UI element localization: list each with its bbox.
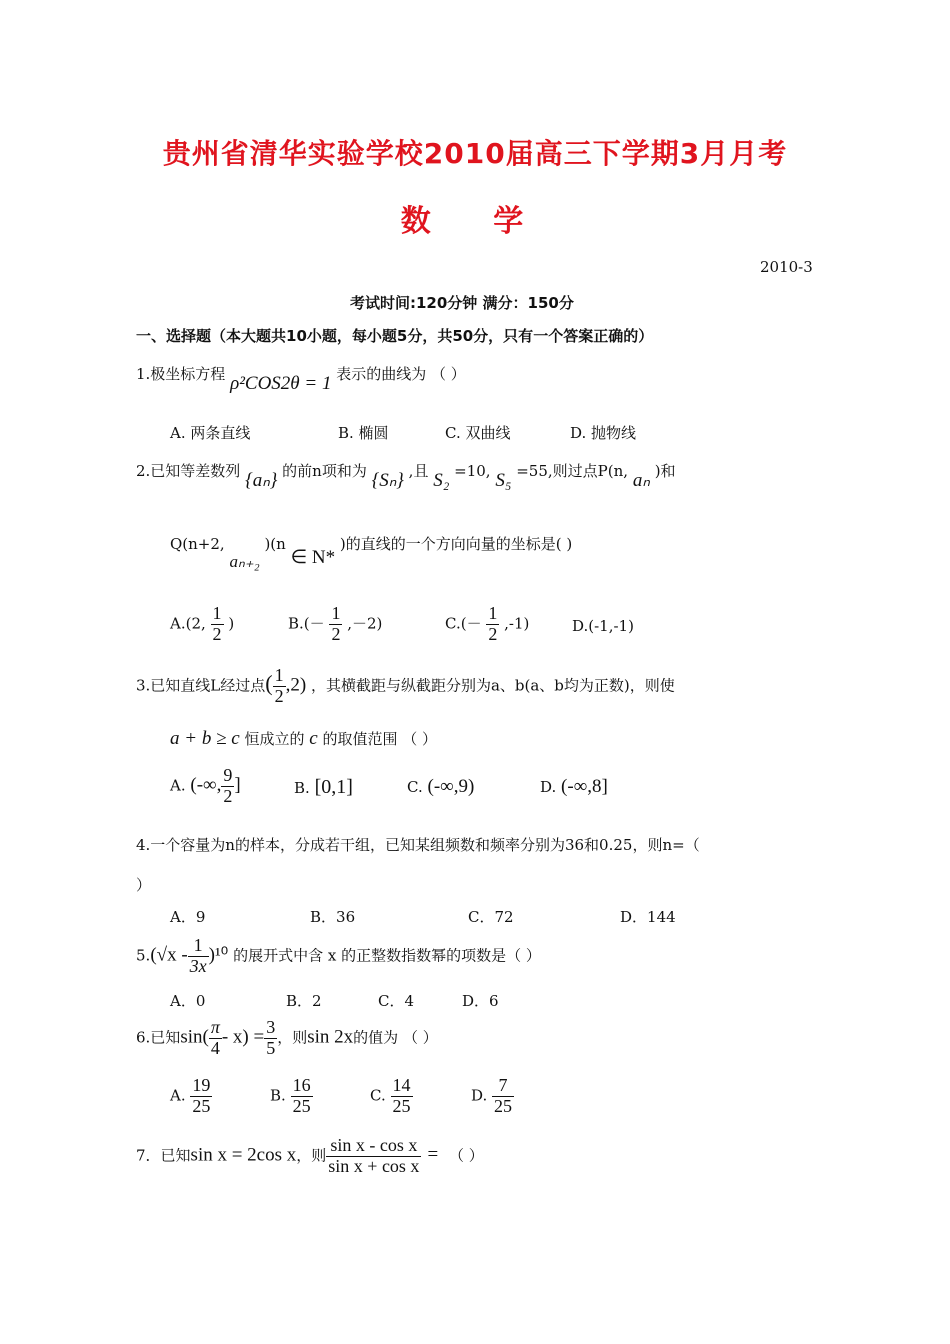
q7-condition: sin x = 2cos x [190,1144,297,1166]
frac-den: 2 [274,685,284,706]
q6-option-a [170,1076,212,1117]
frac-den: 3x [189,955,207,976]
document-title: 贵州省清华实验学校2010届高三下学期3月月考 [162,137,788,170]
q6-opt-a-label: A. [170,1086,186,1105]
q4-option-c: C．72 [468,908,514,926]
q2-text-f: )和 [654,462,676,480]
frac-den: 2 [488,623,498,644]
q1-formula: ρ²COS2θ = 1 [230,373,332,394]
frac-den: 25 [392,1095,411,1116]
q1-option-c: C. 双曲线 [445,424,511,442]
frac-num: sin x - cos x [330,1135,418,1155]
frac-num: 3 [266,1017,276,1037]
q3-text-a: 3.已知直线L经过点 [136,676,266,695]
q2-text-b: 的前n项和为 [282,462,367,480]
q7-frac [326,1136,421,1177]
q3-opt-a-label: A. [170,776,186,795]
frac-num: 1 [274,665,284,685]
q6-option-d [471,1076,514,1117]
q7-mid: ，则 [296,1146,327,1165]
q3-c: c [309,728,318,749]
q7-suffix: （ ） [448,1146,484,1165]
question-1 [136,363,466,394]
q2-opt-b-frac [329,604,342,645]
frac-den: 25 [494,1095,513,1116]
frac-num: 19 [192,1075,211,1095]
q2-text-tail: )的直线的一个方向向量的坐标是( ) [339,535,573,553]
q6-sin-a: sin( [180,1026,209,1048]
q4-option-b: B．36 [310,908,356,926]
q5-option-c: C．4 [378,992,415,1010]
q6-opt-d-label: D. [471,1086,488,1105]
frac-den: 5 [266,1037,276,1058]
q2-seq-s: {Sₙ} [371,470,404,491]
frac-num: 16 [292,1075,311,1095]
q2-opt-a-tail: ) [228,614,235,633]
q6-option-c [370,1076,413,1117]
q6-sin-b: - x) = [221,1026,265,1048]
frac-num: 1 [193,935,203,955]
q3-point-tail: ,2) [285,674,307,696]
q5-frac [188,936,209,977]
frac-den: 25 [292,1095,311,1116]
q7-eq: = [427,1144,439,1166]
frac-num: 1 [331,603,341,623]
q3-option-c [407,776,474,798]
q2-opt-c-label: C.(－ [445,614,482,633]
q6-value-frac [264,1018,277,1059]
q3-opt-c-label: C. [407,778,423,796]
question-7 [136,1136,484,1177]
q3-opt-a-expr: (-∞, [190,774,222,796]
q5-prefix: 5. [136,946,151,965]
q3-condition: a + b ≥ c [170,728,240,749]
frac-num: 9 [223,765,233,785]
q1-prefix: 1.极坐标方程 [136,365,226,383]
frac-den: 2 [212,623,222,644]
q1-option-b: B. 椭圆 [338,424,389,442]
frac-num: 1 [488,603,498,623]
q1-option-a: A. 两条直线 [170,424,251,442]
q2-option-c [445,604,529,645]
question-4-line1: 4.一个容量为n的样本，分成若干组，已知某组频数和频率分别为36和0.25，则n=（ [136,836,700,854]
exam-info: 考试时间:120分钟 满分：150分 [350,294,574,312]
question-3-line2 [170,728,437,750]
question-2-line2 [170,532,573,571]
q2-s5: S₅ [495,470,512,491]
q3-opt-b-expr: [0,1] [314,776,353,798]
q3-text-d: 的取值范围 （ ） [322,730,438,748]
q4-option-a: A．9 [170,908,206,926]
q2-option-d: D.(-1,-1) [572,617,634,635]
section-heading: 一、选择题（本大题共10小题，每小题5分，共50分，只有一个答案正确的） [136,327,654,345]
frac-num: 7 [498,1075,508,1095]
exam-date: 2010-3 [760,258,813,276]
q3-opt-d-expr: (-∞,8] [561,776,608,797]
q2-seq-a: {aₙ} [245,470,278,491]
frac-num: π [210,1017,220,1037]
q2-text-e: =55,则过点P(n, [516,462,629,480]
q3-opt-a-frac [221,766,234,807]
q6-suffix: 的值为 （ ） [353,1028,438,1047]
q3-text-b: ，其横截距与纵截距分别为a、b(a、b均为正数)，则使 [310,676,675,695]
q2-an2: aₙ₊₂ [229,552,260,571]
q2-text-c: ,且 [408,462,429,480]
question-2-line1 [136,459,676,491]
q2-option-b [288,604,382,645]
q7-prefix: 7．已知 [136,1146,191,1165]
q6-pi-frac [209,1018,222,1059]
q2-text-q: Q(n+2, [170,535,225,553]
q3-option-d [540,776,608,798]
q2-opt-b-label: B.(－ [288,614,325,633]
q6-sin2x: sin 2x [307,1026,354,1048]
q3-option-b [294,776,353,799]
q6-prefix: 6.已知 [136,1028,181,1047]
q5-option-b: B．2 [286,992,322,1010]
frac-den: 2 [223,785,233,806]
q2-text-a: 2.已知等差数列 [136,462,241,480]
q2-in-n: ∈ N* [290,547,336,568]
question-5 [136,936,541,977]
q6-opt-b-label: B. [270,1086,286,1105]
q5-option-d: D．6 [462,992,499,1010]
q5-suffix: 的展开式中含 x 的正整数指数幂的项数是（ ） [233,946,541,965]
q3-opt-c-expr: (-∞,9) [427,776,475,797]
q2-opt-a-label: A.(2, [170,614,206,633]
subject-title: 数 学 [400,204,550,239]
q3-option-a [170,766,241,807]
q2-opt-c-tail: ,-1) [504,614,530,633]
question-4-line2: ） [136,876,152,894]
q3-opt-a-tail: ] [234,774,241,796]
q4-option-d: D．144 [620,908,676,926]
q2-text-d: =10, [454,462,491,480]
q3-opt-d-label: D. [540,778,557,796]
q2-opt-a-frac [211,604,224,645]
q1-option-d: D. 抛物线 [570,424,637,442]
question-3-line1: 3.已知直线L经过点( $\frac{1}{2}$ ,2) ，其横截距与纵截距分别为a、b(a、b均为正数)，则使 [136,665,675,706]
q6-mid: ，则 [277,1028,308,1047]
q3-text-c: 恒成立的 [244,730,305,748]
q5-expr-pow: )¹⁰ [208,944,229,966]
q1-suffix: 表示的曲线为 （ ） [336,365,466,383]
q2-an: aₙ [632,470,650,491]
q6-opt-a-frac [190,1076,212,1117]
frac-num: 1 [212,603,222,623]
q2-opt-b-tail: ,－2) [347,614,383,633]
q2-option-a [170,604,234,645]
q5-expr-a: (√x - [150,944,188,966]
q3-point-frac [273,666,286,707]
q5-option-a: A．0 [170,992,206,1010]
q6-option-b [270,1076,313,1117]
q3-opt-b-label: B. [294,779,310,797]
q2-s2: S₂ [433,470,450,491]
q2-opt-c-frac [486,604,499,645]
q6-opt-b-frac [291,1076,313,1117]
q2-text-n: )(n [264,535,286,553]
frac-den: sin x + cos x [328,1155,420,1176]
frac-den: 2 [331,623,341,644]
q6-opt-d-frac [492,1076,514,1117]
question-6 [136,1018,438,1059]
q6-opt-c-label: C. [370,1086,386,1105]
q6-opt-c-frac [391,1076,413,1117]
frac-den: 4 [210,1037,220,1058]
frac-den: 25 [192,1095,211,1116]
frac-num: 14 [392,1075,411,1095]
